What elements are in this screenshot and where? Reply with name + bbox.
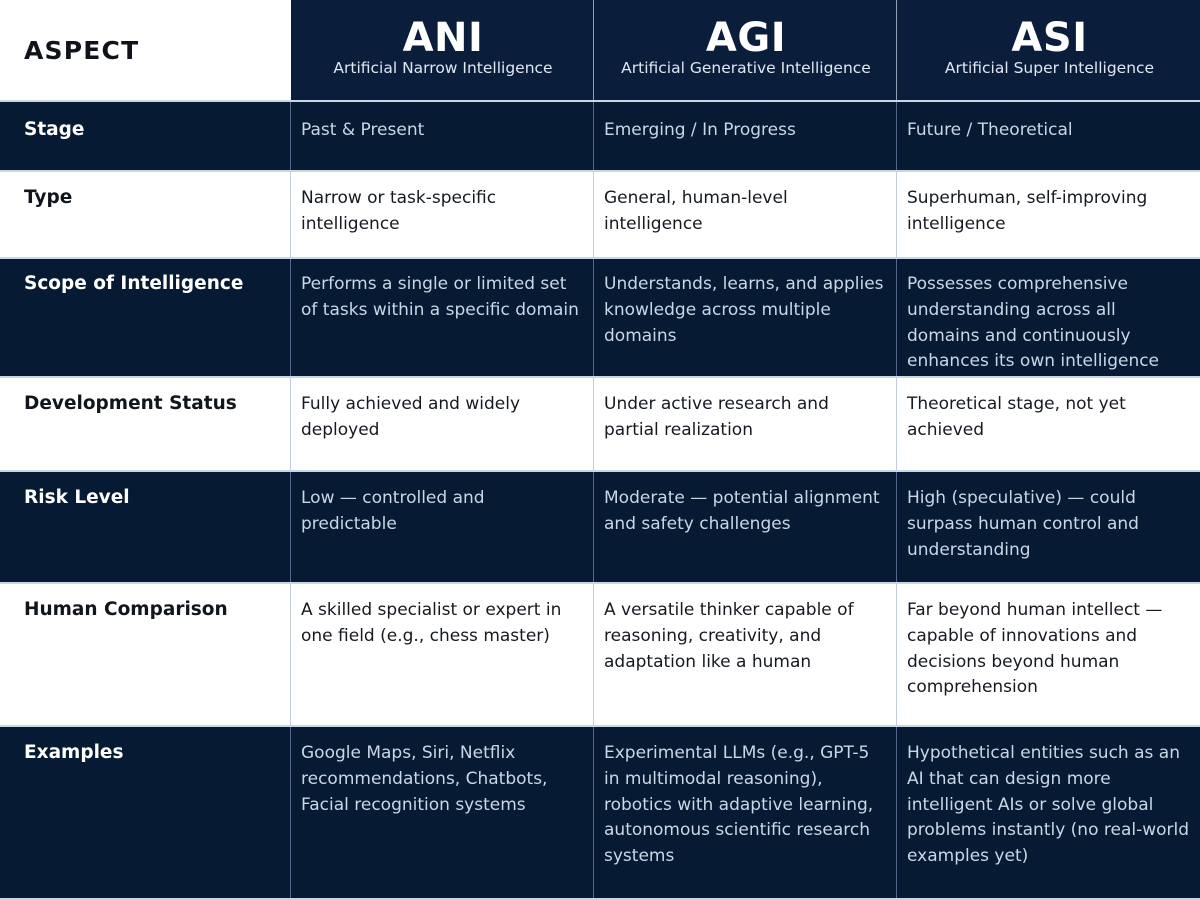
row-label: Examples [24, 742, 124, 763]
cell-text: Hypothetical entities such as an AI that can design more intelligent AIs or solve global problems instantly (no real-world examples yet) [907, 743, 1190, 867]
row-value-asi [897, 259, 1200, 376]
table-row [0, 725, 1200, 900]
cell-text: Fully achieved and widely deployed [301, 394, 521, 440]
cell-text: Past & Present [301, 120, 425, 140]
row-value-agi [594, 259, 897, 376]
cell-text: Superhuman, self-improving intelligence [907, 188, 1148, 234]
row-label: Development Status [24, 393, 237, 414]
row-value-ani [291, 172, 594, 257]
row-value-ani [291, 584, 594, 725]
table-row [0, 257, 1200, 378]
header-cell-agi [594, 0, 897, 100]
table-row [0, 584, 1200, 725]
cell-text: General, human-level intelligence [604, 188, 788, 234]
table-row [0, 100, 1200, 172]
cell-text: Low — controlled and predictable [301, 488, 485, 534]
row-value-agi [594, 584, 897, 725]
cell-text: Theoretical stage, not yet achieved [907, 394, 1126, 440]
row-value-asi [897, 472, 1200, 582]
row-value-ani [291, 727, 594, 898]
header-cell-asi [897, 0, 1200, 100]
row-label: Stage [24, 119, 85, 140]
row-label-cell [0, 727, 291, 898]
row-value-ani [291, 102, 594, 170]
table-row [0, 172, 1200, 257]
table-row [0, 470, 1200, 584]
header-cell-aspect [0, 0, 291, 100]
row-label: Type [24, 187, 73, 208]
row-label: Scope of Intelligence [24, 273, 244, 294]
cell-text: Experimental LLMs (e.g., GPT-5 in multimodal reasoning), robotics with adaptive learning, autonomous scientific research systems [604, 743, 874, 867]
row-value-ani [291, 472, 594, 582]
header-cell-ani [291, 0, 594, 100]
cell-text: Under active research and partial realization [604, 394, 829, 440]
row-label-cell [0, 472, 291, 582]
header-abbr-ani: ANI [402, 14, 484, 61]
cell-text: High (speculative) — could surpass human control and understanding [907, 488, 1139, 560]
header-full-ani: Artificial Narrow Intelligence [333, 59, 553, 78]
row-value-agi [594, 472, 897, 582]
cell-text: Performs a single or limited set of tasks within a specific domain [301, 274, 579, 320]
cell-text: Possesses comprehensive understanding across all domains and continuously enhances its own intelligence [907, 274, 1160, 372]
row-value-agi [594, 727, 897, 898]
row-value-asi [897, 102, 1200, 170]
row-value-asi [897, 584, 1200, 725]
cell-text: Narrow or task-specific intelligence [301, 188, 497, 234]
aspect-column-title: ASPECT [24, 35, 140, 65]
cell-text: A versatile thinker capable of reasoning, creativity, and adaptation like a human [604, 600, 854, 672]
header-full-agi: Artificial Generative Intelligence [621, 59, 871, 78]
cell-text: Understands, learns, and applies knowledge across multiple domains [604, 274, 884, 346]
row-value-agi [594, 378, 897, 470]
row-value-ani [291, 259, 594, 376]
header-abbr-agi: AGI [705, 14, 787, 61]
row-label-cell [0, 172, 291, 257]
row-value-asi [897, 727, 1200, 898]
row-label: Risk Level [24, 487, 130, 508]
row-label-cell [0, 102, 291, 170]
row-value-asi [897, 378, 1200, 470]
row-value-agi [594, 172, 897, 257]
cell-text: Far beyond human intellect — capable of innovations and decisions beyond human comprehension [907, 600, 1163, 698]
cell-text: Google Maps, Siri, Netflix recommendations, Chatbots, Facial recognition systems [301, 743, 548, 815]
row-label-cell [0, 584, 291, 725]
cell-text: Emerging / In Progress [604, 120, 796, 140]
row-value-ani [291, 378, 594, 470]
row-value-asi [897, 172, 1200, 257]
row-label: Human Comparison [24, 599, 228, 620]
table-row [0, 378, 1200, 470]
cell-text: Moderate — potential alignment and safety challenges [604, 488, 880, 534]
cell-text: A skilled specialist or expert in one field (e.g., chess master) [301, 600, 562, 646]
cell-text: Future / Theoretical [907, 120, 1073, 140]
row-label-cell [0, 259, 291, 376]
header-abbr-asi: ASI [1011, 14, 1088, 61]
row-value-agi [594, 102, 897, 170]
table-header-row [0, 0, 1200, 100]
header-full-asi: Artificial Super Intelligence [944, 59, 1155, 78]
row-label-cell [0, 378, 291, 470]
